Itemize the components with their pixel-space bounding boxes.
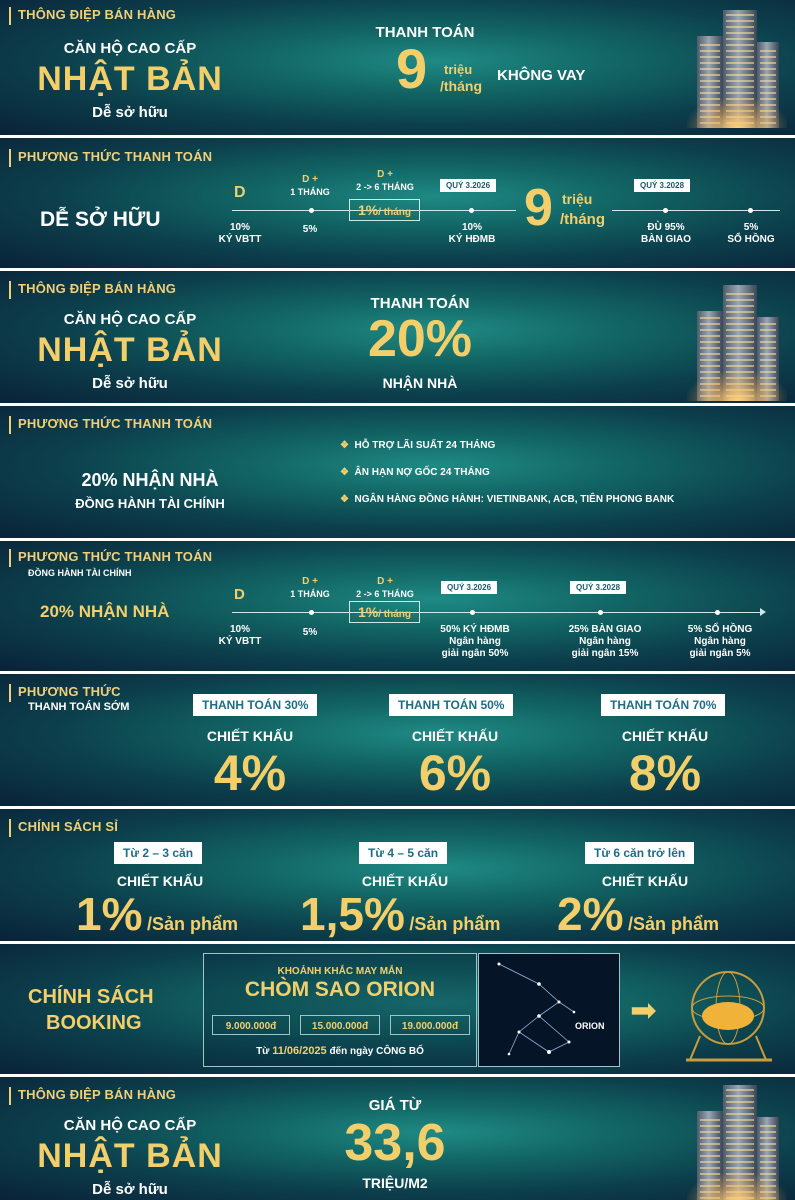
timeline-dot: [715, 610, 720, 615]
lucky-box: [203, 953, 477, 1067]
step-m1-top1: D +: [302, 576, 318, 587]
benefit-item: ❖ HỖ TRỢ LÃI SUẤT 24 THÁNG: [340, 440, 496, 451]
step-q2-l2: giải ngân 15%: [571, 648, 639, 659]
step-q1-l2: giải ngân 50%: [441, 648, 509, 659]
price-unit: TRIỆU/M2: [362, 1175, 428, 1191]
timeline-line-2: [612, 210, 780, 211]
price-label: GIÁ TỪ: [368, 1097, 422, 1114]
step-m2-top2: 2 -> 6 THÁNG: [356, 589, 414, 599]
discount-unit: /Sản phẩm: [146, 914, 238, 934]
step-q2-pct: ĐÙ 95%: [647, 222, 685, 233]
orion-constellation-image: [478, 953, 620, 1067]
step-d-label: KÝ VBTT: [218, 636, 262, 647]
step-m1-pct: 5%: [302, 627, 318, 638]
booking-date: Từ 11/06/2025 đến ngày CÔNG BỐ: [256, 1045, 424, 1057]
discount-value: 8%: [628, 745, 702, 801]
subtitle: Dễ sở hữu: [92, 375, 168, 392]
building-image: [687, 283, 787, 401]
panel-subheader: ĐỒNG HÀNH TÀI CHÍNH: [28, 568, 132, 578]
panel-header: PHƯƠNG THỨC THANH TOÁN: [18, 149, 213, 164]
big-percent: 20%: [367, 310, 473, 368]
prize-chip: 19.000.000đ: [390, 1015, 470, 1035]
unit-thang: /tháng: [440, 78, 482, 94]
step-d: D: [234, 184, 246, 201]
unit-trieu: triệu: [562, 191, 593, 207]
banner-early-payment: [0, 671, 795, 806]
lucky-small: KHOẢNH KHẮC MAY MẮN: [277, 966, 403, 977]
discount-label: CHIẾT KHẤU: [411, 728, 499, 744]
discount-label: CHIẾT KHẤU: [621, 728, 709, 744]
pay-label: THANH TOÁN: [370, 295, 470, 312]
prize-chip: 9.000.000đ: [212, 1015, 290, 1035]
step-m1-top1: D +: [302, 174, 318, 185]
discount-row: [300, 887, 500, 941]
brand-title: NHẬT BẢN: [37, 60, 223, 98]
banner-sales-message-2: [0, 268, 795, 403]
banner-sales-message-1: [0, 0, 795, 135]
step-end-label: SỔ HỒNG: [727, 234, 775, 245]
step-m2-top1: D +: [377, 169, 393, 180]
timeline-dot: [309, 208, 314, 213]
caption: NHẬN NHÀ: [382, 375, 458, 391]
pay-label: THANH TOÁN: [375, 24, 475, 41]
step-end-l1: Ngân hàng: [694, 636, 746, 647]
benefit-item: ❖ ÂN HẠN NỢ GỐC 24 THÁNG: [340, 467, 490, 478]
panel-header: THÔNG ĐIỆP BÁN HÀNG: [18, 281, 177, 296]
discount-label: CHIẾT KHẤU: [361, 873, 449, 889]
arrow-right-icon: ➡: [630, 992, 657, 1028]
quarter-badge: QUÝ 3.2028: [570, 581, 626, 594]
step-q1-pct: 50% KÝ HĐMB: [440, 624, 510, 635]
benefit-item: ❖ NGÂN HÀNG ĐỒNG HÀNH: VIETINBANK, ACB, TIÊN PHONG BANK: [340, 494, 675, 505]
unit-trieu: triệu: [444, 62, 473, 77]
apartment-line: CĂN HỘ CAO CẤP: [63, 311, 197, 328]
step-q1-l1: Ngân hàng: [449, 636, 501, 647]
diamond-bullet-icon: ❖: [340, 494, 349, 505]
monthly-pct: 1%: [358, 202, 379, 218]
panel-header: PHƯƠNG THỨC THANH TOÁN: [18, 416, 213, 431]
monthly-unit: / tháng: [378, 609, 412, 620]
price-value: 33,6: [344, 1114, 446, 1172]
discount-value: 1%: [76, 888, 143, 940]
quarter-badge: QUÝ 3.2026: [440, 179, 496, 192]
building-image: [687, 1085, 787, 1200]
building-image: [687, 8, 787, 128]
banner-sales-message-3: [0, 1074, 795, 1200]
lucky-title: CHÒM SAO ORION: [244, 978, 436, 1001]
booking-title-2: BOOKING: [46, 1012, 142, 1034]
step-m1-top2: 1 THÁNG: [290, 589, 330, 599]
discount-unit: /Sản phẩm: [409, 914, 501, 934]
panel-subtitle: ĐỒNG HÀNH TÀI CHÍNH: [75, 496, 225, 511]
booking-title-1: CHÍNH SÁCH: [28, 986, 154, 1008]
panel-title: 20% NHẬN NHÀ: [81, 470, 219, 490]
panel-header: PHƯƠNG THỨC THANH TOÁN: [18, 549, 213, 564]
diamond-bullet-icon: ❖: [340, 467, 349, 478]
discount-value: 6%: [418, 745, 492, 801]
diamond-bullet-icon: ❖: [340, 440, 349, 451]
unit-thang: /tháng: [560, 211, 605, 228]
timeline-dot: [748, 208, 753, 213]
step-d-pct: 10%: [229, 624, 250, 635]
step-m1-pct: 5%: [302, 224, 318, 235]
discount-label: CHIẾT KHẤU: [601, 873, 689, 889]
discount-badge: THANH TOÁN 50%: [389, 694, 513, 716]
no-loan: KHÔNG VAY: [497, 67, 586, 84]
step-q1-label: KÝ HĐMB: [448, 234, 496, 245]
discount-row: [557, 887, 719, 941]
step-d: D: [234, 586, 245, 603]
lottery-cage-image: [680, 956, 780, 1064]
subtitle: Dễ sở hữu: [92, 104, 168, 121]
banner-payment-method-2: [0, 403, 795, 538]
discount-value: 2%: [557, 888, 624, 940]
quantity-badge: Từ 2 – 3 căn: [114, 842, 202, 864]
apartment-line: CĂN HỘ CAO CẤP: [63, 1117, 197, 1134]
arrow-head-icon: [760, 608, 766, 616]
step-q2-l1: Ngân hàng: [579, 636, 631, 647]
panel-header: CHÍNH SÁCH SỈ: [18, 819, 119, 834]
quarter-badge: QUÝ 3.2026: [441, 581, 497, 594]
discount-badge: THANH TOÁN 70%: [601, 694, 725, 716]
panel-title: 20% NHẬN NHÀ: [40, 602, 170, 621]
brand-title: NHẬT BẢN: [37, 1137, 223, 1175]
quantity-badge: Từ 4 – 5 căn: [359, 842, 447, 864]
panel-subheader: THANH TOÁN SỚM: [28, 701, 130, 713]
step-m2-top1: D +: [377, 576, 393, 587]
panel-header: THÔNG ĐIỆP BÁN HÀNG: [18, 1087, 177, 1102]
panel-header: THÔNG ĐIỆP BÁN HÀNG: [18, 7, 177, 22]
discount-row: [76, 887, 238, 941]
step-m2-top2: 2 -> 6 THÁNG: [356, 182, 414, 192]
step-q2-pct: 25% BÀN GIAO: [568, 624, 642, 635]
quantity-badge: Từ 6 căn trở lên: [585, 842, 694, 864]
quarter-badge: QUÝ 3.2028: [634, 179, 690, 192]
monthly-unit: / tháng: [378, 207, 412, 218]
step-m1-top2: 1 THÁNG: [290, 187, 330, 197]
brand-title: NHẬT BẢN: [37, 331, 223, 369]
subtitle: Dễ sở hữu: [92, 1181, 168, 1198]
prize-chip: 15.000.000đ: [300, 1015, 380, 1035]
discount-unit: /Sản phẩm: [627, 914, 719, 934]
banner-payment-method-3: [0, 538, 795, 671]
panel-header: PHƯƠNG THỨC: [18, 684, 121, 699]
step-d-label: KÝ VBTT: [218, 234, 262, 245]
timeline-dot: [309, 610, 314, 615]
timeline-dot: [663, 208, 668, 213]
step-end-pct: 5%: [743, 222, 759, 233]
discount-label: CHIẾT KHẤU: [206, 728, 294, 744]
timeline-dot: [470, 610, 475, 615]
apartment-line: CĂN HỘ CAO CẤP: [63, 40, 197, 57]
panel-title: DỄ SỞ HỮU: [40, 208, 161, 231]
benefit-list: [340, 440, 674, 521]
banner-booking-policy: [0, 941, 795, 1074]
monthly-box: [349, 601, 420, 623]
step-end-l2: giải ngân 5%: [689, 648, 751, 659]
discount-value: 1,5%: [300, 888, 405, 940]
discount-value: 4%: [213, 745, 287, 801]
step-q2-label: BÀN GIAO: [641, 234, 691, 245]
banner-payment-method-1: [0, 135, 795, 268]
step-end-pct: 5% SỔ HỒNG: [687, 624, 753, 635]
monthly-box: [349, 199, 420, 221]
orion-label: ORION: [575, 1021, 605, 1031]
step-d-pct: 10%: [229, 222, 250, 233]
step-q1-pct: 10%: [461, 222, 482, 233]
discount-badge: THANH TOÁN 30%: [193, 694, 317, 716]
constellation-icon: [479, 954, 619, 1066]
big-number: 9: [396, 37, 428, 100]
discount-label: CHIẾT KHẤU: [116, 873, 204, 889]
timeline-dot: [469, 208, 474, 213]
banner-wholesale-policy: [0, 806, 795, 941]
big-number: 9: [524, 179, 553, 237]
monthly-pct: 1%: [358, 604, 379, 620]
timeline-dot: [598, 610, 603, 615]
